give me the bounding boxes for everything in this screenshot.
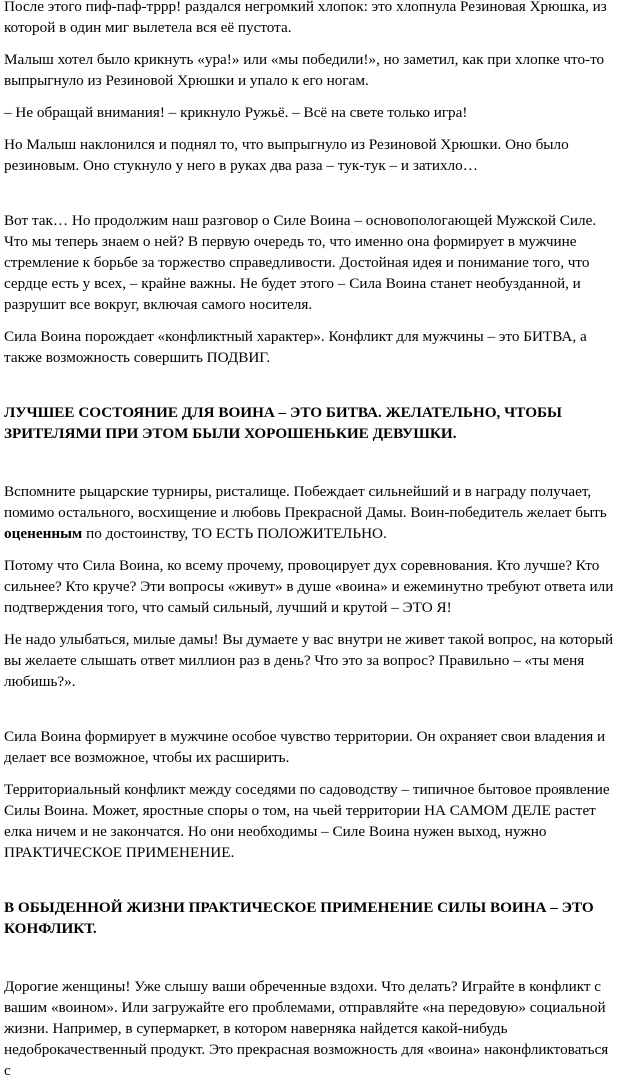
paragraph-7-text-a: Вспомните рыцарские турниры, ристалище. Побеждает сильнейший и в награду получает, помимо остального, восхищение и любовь Прекрасной Дамы. Воин-победитель желает быть bbox=[4, 483, 607, 521]
paragraph-3: – Не обращай внимания! – крикнуло Ружьё. – Всё на свете только игра! bbox=[4, 104, 468, 121]
paragraph-8: Потому что Сила Воина, ко всему прочему, провоцирует дух соревнования. Кто лучше? Кто сильнее? Кто круче? Эти вопросы «живут» в душе «воина» и ежеминутно требуют ответа или подтверждения того, что самый сильный, лучший и крутой – ЭТО Я! bbox=[4, 557, 614, 616]
paragraph-7-text-b: по достоинству, ТО ЕСТЬ ПОЛОЖИТЕЛЬНО. bbox=[82, 525, 387, 542]
paragraph-1: После этого пиф-паф-тррр! раздался негромкий хлопок: это хлопнула Резиновая Хрюшка, из которой в один миг вылетела вся её пустота. bbox=[4, 0, 607, 36]
document-page bbox=[4, 0, 618, 1081]
paragraph-12: Дорогие женщины! Уже слышу ваши обреченные вздохи. Что делать? Играйте в конфликт с вашим «воином». Или загружайте его проблемами, отправляйте «на передовую» социальной жизни. Например, в супермаркет, в котором наверняка найдется какой-нибудь недоброкачественный продукт. Это прекрасная возможность для «воина» наконфликтоваться с bbox=[4, 978, 609, 1079]
paragraph-7 bbox=[4, 481, 618, 544]
heading-1: ЛУЧШЕЕ СОСТОЯНИЕ ДЛЯ ВОИНА – ЭТО БИТВА. ЖЕЛАТЕЛЬНО, ЧТОБЫ ЗРИТЕЛЯМИ ПРИ ЭТОМ БЫЛИ ХОРОШЕНЬКИЕ ДЕВУШКИ. bbox=[4, 404, 562, 442]
heading-2: В ОБЫДЕННОЙ ЖИЗНИ ПРАКТИЧЕСКОЕ ПРИМЕНЕНИЕ СИЛЫ ВОИНА – ЭТО КОНФЛИКТ. bbox=[4, 899, 594, 937]
paragraph-10: Сила Воина формирует в мужчине особое чувство территории. Он охраняет свои владения и делает все возможное, чтобы их расширить. bbox=[4, 728, 606, 766]
paragraph-4: Но Малыш наклонился и поднял то, что выпрыгнуло из Резиновой Хрюшки. Оно было резиновым. Оно стукнуло у него в руках два раза – тук-тук – и затихло… bbox=[4, 136, 569, 174]
paragraph-2: Малыш хотел было крикнуть «ура!» или «мы победили!», но заметил, как при хлопке что-то выпрыгнуло из Резиновой Хрюшки и упало к его ногам. bbox=[4, 51, 605, 89]
paragraph-5: Вот так… Но продолжим наш разговор о Силе Воина – основопологающей Мужской Силе. Что мы теперь знаем о ней? В первую очередь то, что именно она формирует в мужчине стремление к борьбе за торжество справедливости. Достойная идея и понимание того, что сердце есть у всех, – крайне важны. Не будет этого – Сила Воина станет необузданной, и разрушит все вокруг, включая самого носителя. bbox=[4, 212, 597, 313]
paragraph-9: Не надо улыбаться, милые дамы! Вы думаете у вас внутри не живет такой вопрос, на который вы желаете слышать ответ миллион раз в день? Что это за вопрос? Правильно – «ты меня любишь?». bbox=[4, 631, 614, 690]
paragraph-6: Сила Воина порождает «конфликтный характер». Конфликт для мужчины – это БИТВА, а также возможность совершить ПОДВИГ. bbox=[4, 328, 587, 366]
paragraph-7-bold: оцененным bbox=[4, 525, 83, 542]
paragraph-11: Территориальный конфликт между соседями по садоводству – типичное бытовое проявление Силы Воина. Может, яростные споры о том, на чьей территории НА САМОМ ДЕЛЕ растет елка ничем и не закончатся. Но они необходимы – Силе Воина нужен выход, нужно ПРАКТИЧЕСКОЕ ПРИМЕНЕНИЕ. bbox=[4, 781, 610, 861]
